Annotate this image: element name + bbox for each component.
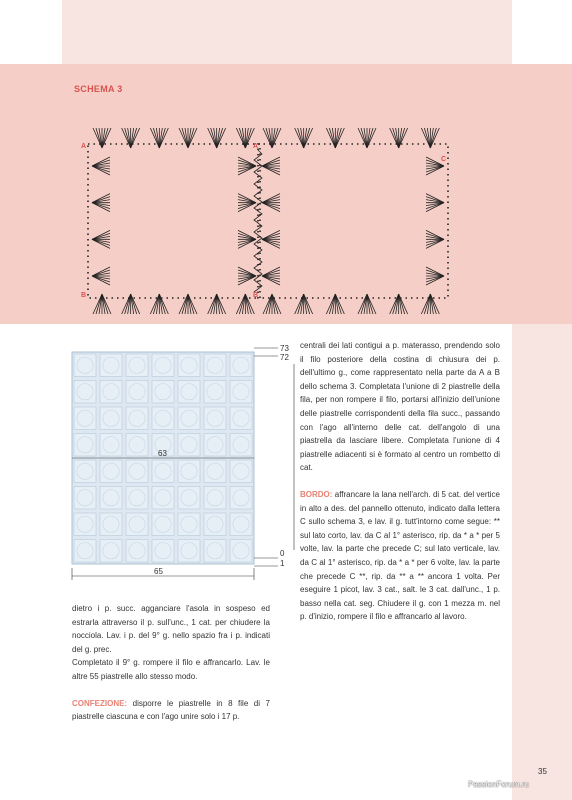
right-paragraph-bordo xyxy=(300,488,500,624)
stitch-right xyxy=(238,160,256,166)
letter-b-middle: B xyxy=(253,292,259,299)
stitch-top xyxy=(304,128,310,148)
stitch-left xyxy=(92,276,110,282)
stitch-bottom xyxy=(96,294,102,314)
stitch-bottom xyxy=(217,294,223,314)
stitch-right xyxy=(238,203,256,209)
stitch-bottom xyxy=(430,294,436,314)
stitch-left xyxy=(262,160,280,166)
stitch-top xyxy=(211,128,217,148)
stitch-right xyxy=(238,166,256,172)
stitch-top xyxy=(335,128,341,148)
stitch-top xyxy=(367,128,373,148)
stitch-top xyxy=(329,128,335,148)
stitch-top xyxy=(361,128,367,148)
stitch-bottom xyxy=(125,294,131,314)
stitch-top xyxy=(424,128,430,148)
stitch-top xyxy=(266,128,272,148)
stitch-bottom xyxy=(298,294,304,314)
stitch-top xyxy=(153,128,159,148)
letter-a-left: A xyxy=(81,143,87,150)
stitch-left xyxy=(262,197,280,203)
stitch-right xyxy=(426,239,444,245)
right-text-column xyxy=(300,339,500,624)
stitch-bottom xyxy=(304,294,310,314)
schema-panel xyxy=(0,64,572,324)
confezione-text: disporre le piastrelle in 8 file di 7 piastrelle ciascuna e con l'ago unire solo i 17 p. xyxy=(72,698,270,722)
stitch-bottom xyxy=(399,294,405,314)
stitch-right xyxy=(238,233,256,239)
stitch-bottom xyxy=(266,294,272,314)
stitch-bottom xyxy=(393,294,399,314)
stitch-left xyxy=(262,166,280,172)
stitch-bottom xyxy=(424,294,430,314)
stitch-top xyxy=(393,128,399,148)
stitch-bottom xyxy=(245,294,251,314)
crochet-schema-drawing xyxy=(0,64,572,324)
stitch-left xyxy=(262,239,280,245)
stitch-bottom xyxy=(102,294,108,314)
stitch-top xyxy=(102,128,108,148)
stitch-right xyxy=(426,197,444,203)
stitch-left xyxy=(92,270,110,276)
stitch-right xyxy=(426,203,444,209)
stitch-bottom xyxy=(182,294,188,314)
stitch-bottom xyxy=(211,294,217,314)
stitch-top xyxy=(239,128,245,148)
stitch-bottom xyxy=(361,294,367,314)
stitch-left xyxy=(92,160,110,166)
stitch-left xyxy=(92,166,110,172)
right-paragraph-1: centrali dei lati contigui a p. materasso, prendendo solo il filo posteriore della costina di chiusura dei p. dell'ultimo g., come rappresentato nella parte da A a B dello schema 3. Completata l'unione di 2 piastrelle della fila, per non rompere il filo, portarsi all'inizio dell'unione delle piastrelle corrispondenti della fila succ., passando con l'ago all'interno delle cat. dell'angolo di una piastrella da lasciare libere. Completata l'unione di 4 piastrelle adiacenti si è formato al centro un rombetto di cat. xyxy=(300,341,500,473)
stitch-bottom xyxy=(335,294,341,314)
stitch-left xyxy=(262,233,280,239)
chain-border xyxy=(258,144,448,298)
letter-a-middle: A xyxy=(253,143,259,150)
stitch-bottom xyxy=(367,294,373,314)
inner-width-label: 63 xyxy=(158,449,167,458)
stitch-top xyxy=(182,128,188,148)
stitch-left xyxy=(262,276,280,282)
stitch-right xyxy=(238,197,256,203)
right-decorative-strip xyxy=(512,324,572,800)
top-decorative-band xyxy=(62,0,512,64)
stitch-right xyxy=(426,233,444,239)
top-outer-label: 73 xyxy=(280,344,289,353)
page-number: 35 xyxy=(538,767,547,776)
stitch-top xyxy=(217,128,223,148)
stitch-top xyxy=(188,128,194,148)
stitch-top xyxy=(298,128,304,148)
stitch-top xyxy=(430,128,436,148)
stitch-top xyxy=(96,128,102,148)
stitch-left xyxy=(262,203,280,209)
tile-layout-diagram xyxy=(60,340,310,585)
stitch-right xyxy=(238,239,256,245)
stitch-top xyxy=(125,128,131,148)
stitch-top xyxy=(272,128,278,148)
bottom-outer-label: 1 xyxy=(280,559,285,568)
schema-title: SCHEMA 3 xyxy=(74,84,123,94)
stitch-bottom xyxy=(153,294,159,314)
stitch-left xyxy=(92,197,110,203)
stitch-top xyxy=(399,128,405,148)
stitch-left xyxy=(92,203,110,209)
stitch-top xyxy=(131,128,137,148)
left-paragraph-confezione xyxy=(72,697,270,724)
panel-size-diagram xyxy=(60,340,310,590)
bordo-heading: BORDO: xyxy=(300,489,333,499)
stitch-bottom xyxy=(239,294,245,314)
stitch-right xyxy=(426,270,444,276)
top-inner-label: 72 xyxy=(280,353,289,362)
stitch-right xyxy=(426,276,444,282)
chain-border xyxy=(88,144,260,298)
stitch-bottom xyxy=(272,294,278,314)
stitch-bottom xyxy=(131,294,137,314)
confezione-heading: CONFEZIONE: xyxy=(72,698,128,708)
stitch-bottom xyxy=(329,294,335,314)
stitch-right xyxy=(426,166,444,172)
letter-c-right: C xyxy=(441,156,447,163)
watermark: PassionForum.ru xyxy=(468,780,529,789)
stitch-left xyxy=(92,233,110,239)
stitch-left xyxy=(92,239,110,245)
stitch-bottom xyxy=(188,294,194,314)
stitch-top xyxy=(159,128,165,148)
stitch-right xyxy=(238,270,256,276)
outer-width-label: 65 xyxy=(154,567,163,576)
stitch-left xyxy=(262,270,280,276)
bottom-inner-label: 0 xyxy=(280,549,285,558)
stitch-top xyxy=(245,128,251,148)
stitch-bottom xyxy=(159,294,165,314)
left-text-column xyxy=(72,602,270,724)
stitch-right xyxy=(238,276,256,282)
bordo-text: affrancare la lana nell'arch. di 5 cat. del vertice in alto a des. del pannello ottenuto, indicato dalla lettera C sullo schema 3, e lav. il g. tutt'intorno come segue: ** sul lato corto, lav. da C al 1° asterisco, rip. da * a * per 5 volte, lav. la parte che precede C; sul lato verticale, lav. da C al 1° asterisco, rip. da * a * per 6 volte, lav. la parte che precede C **, rip. da ** a ** ancora 1 volta. Per eseguire 1 picot, lav. 3 cat., salt. le 3 cat. dall'unc., 1 p. basso nella cat. seg. Chiudere il g. con 1 mezza m. nel p. d'inizio, rompere il filo e affrancarlo al lavoro. xyxy=(300,489,500,622)
left-paragraph-2: Completato il 9° g. rompere il filo e affrancarlo. Lav. le altre 55 piastrelle allo stesso modo. xyxy=(72,658,270,681)
letter-b-left: B xyxy=(81,292,87,299)
left-paragraph-1: dietro i p. succ. agganciare l'asola in sospeso ed estrarla attraverso il p. sull'unc., 1 cat. per chiudere la nocciola. Lav. i p. del 9° g. nello spazio fra i p. indicati del g. prec. xyxy=(72,604,270,654)
